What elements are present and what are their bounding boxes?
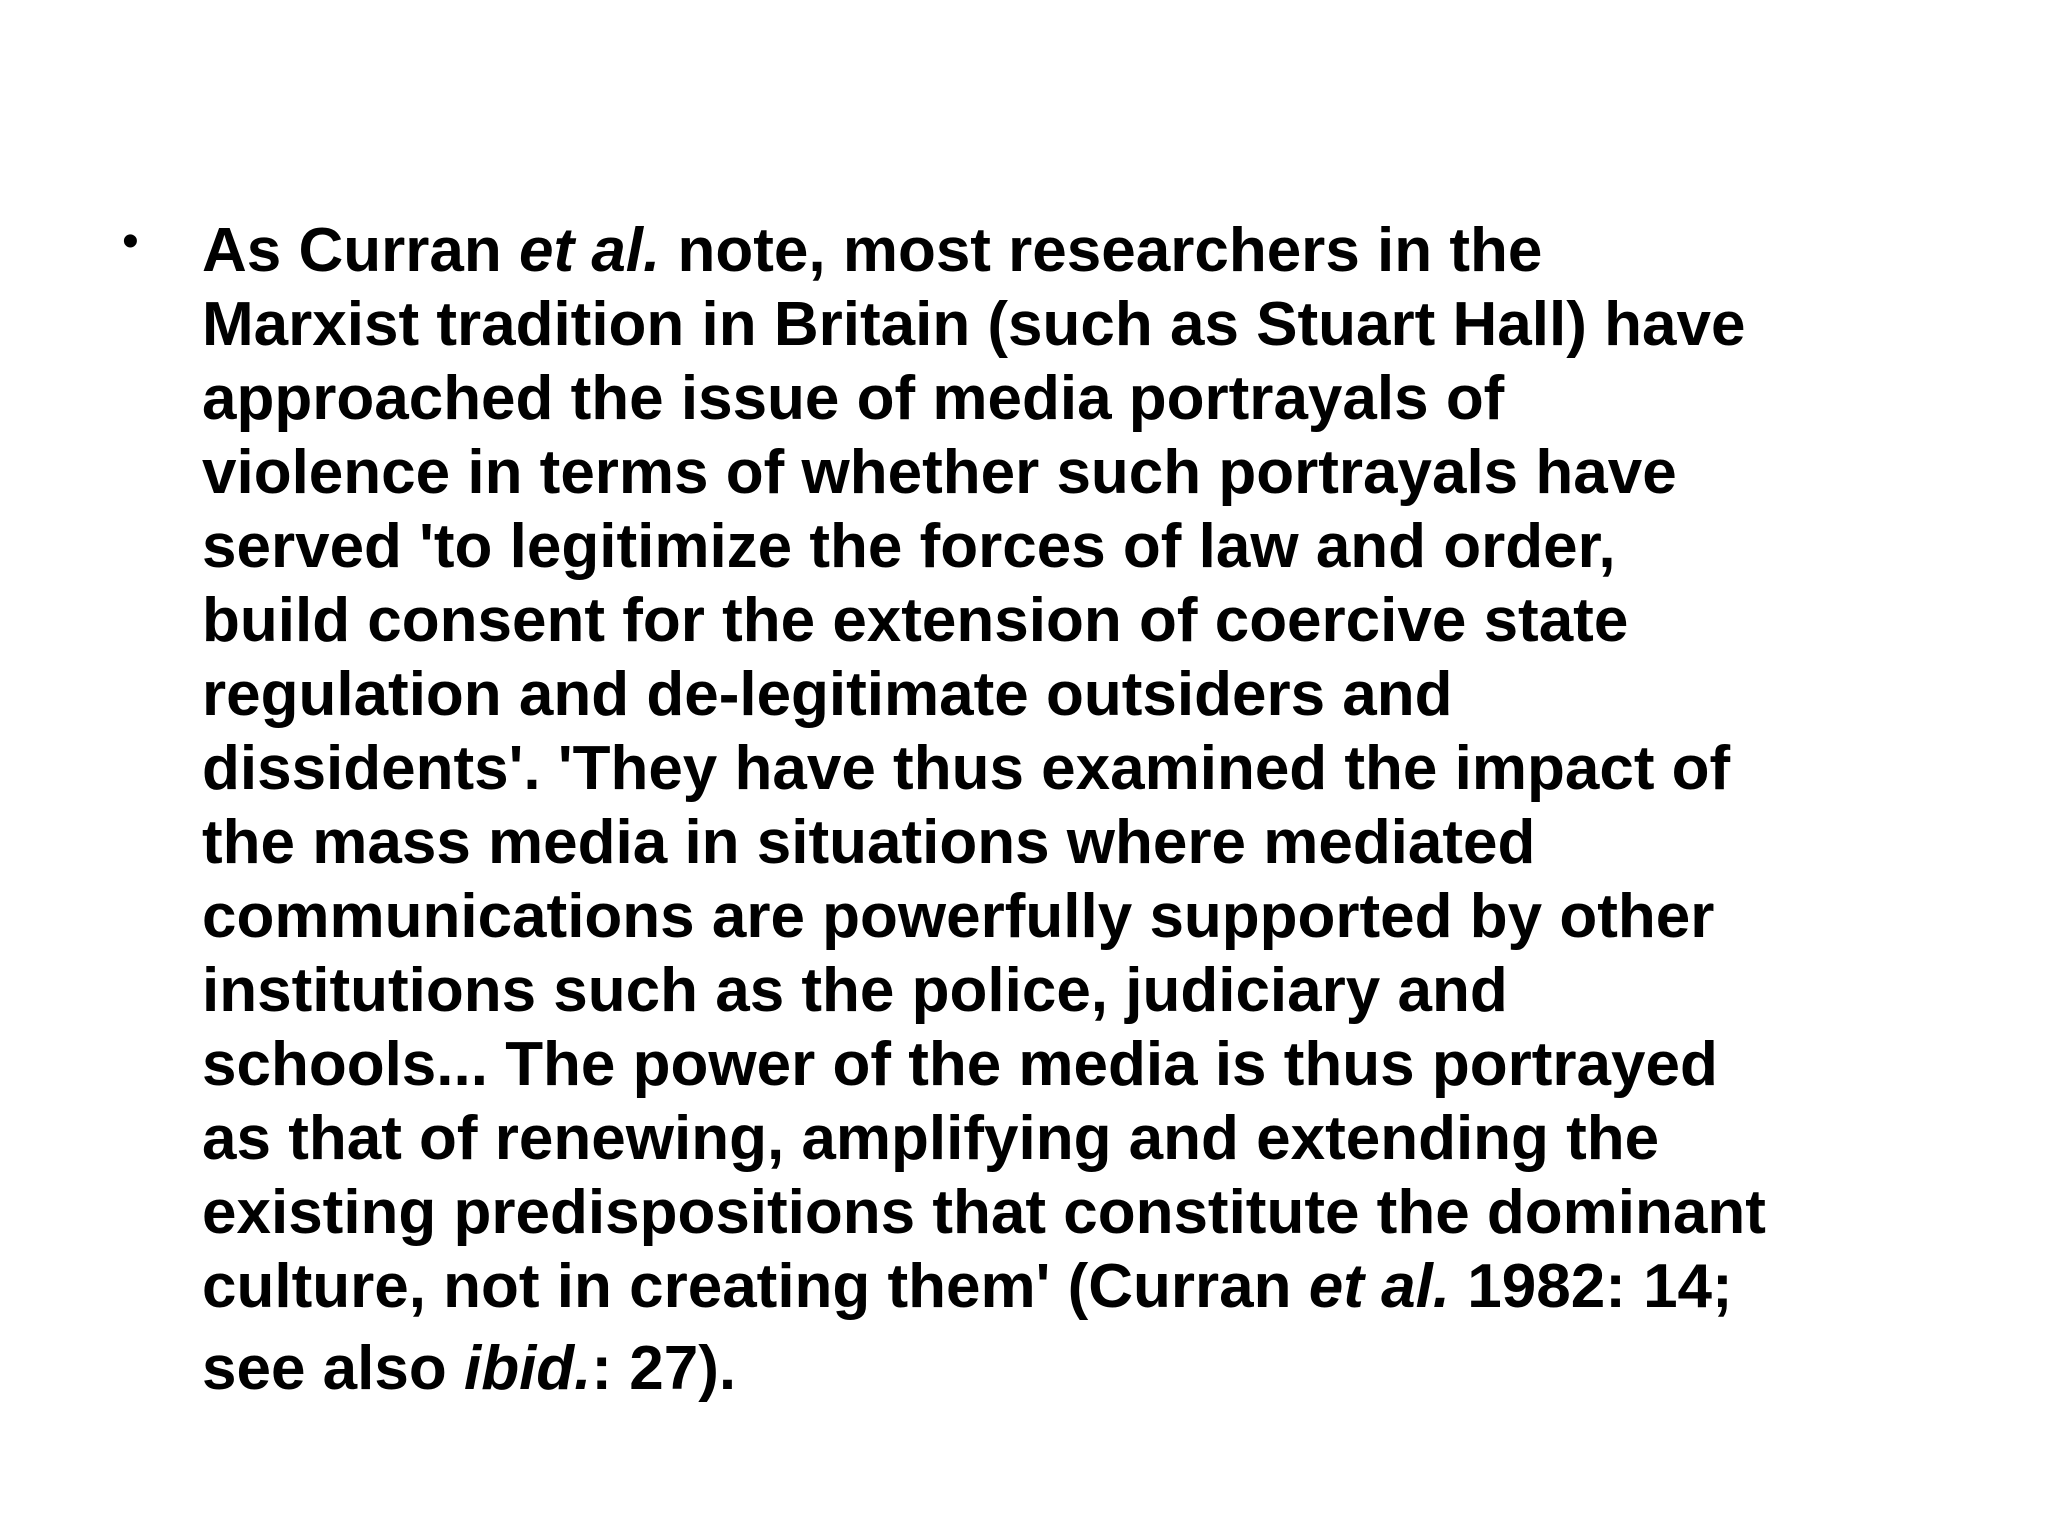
text-run: institutions such as the police, judiciary and	[202, 956, 1508, 1025]
paragraph-line	[202, 1250, 1992, 1324]
paragraph-line	[202, 288, 1992, 362]
text-run: violence in terms of whether such portrayals have	[202, 438, 1677, 507]
paragraph-line	[202, 880, 1992, 954]
bullet-marker: •	[122, 215, 139, 268]
paragraph-line	[202, 436, 1992, 510]
paragraph-line	[202, 954, 1992, 1028]
paragraph-line	[202, 362, 1992, 436]
text-run: approached the issue of media portrayals of	[202, 364, 1505, 433]
text-run: the mass media in situations where mediated	[202, 808, 1536, 877]
paragraph-line	[202, 732, 1992, 806]
paragraph-line	[202, 1176, 1992, 1250]
italic-text: ibid.	[463, 1334, 592, 1403]
italic-text: et al.	[1308, 1252, 1451, 1321]
text-run: dissidents'. 'They have thus examined the impact of	[202, 734, 1731, 803]
paragraph-line	[202, 214, 1992, 288]
quote-paragraph	[202, 214, 1992, 1406]
text-run: : 27).	[591, 1334, 737, 1403]
text-run: build consent for the extension of coercive state	[202, 586, 1629, 655]
text-run: existing predispositions that constitute the dominant	[202, 1178, 1766, 1247]
text-run: Marxist tradition in Britain (such as Stuart Hall) have	[202, 290, 1746, 359]
text-run: as that of renewing, amplifying and extending the	[202, 1104, 1660, 1173]
paragraph-line	[202, 1332, 1992, 1406]
text-run: 1982: 14;	[1450, 1252, 1733, 1321]
paragraph-line	[202, 1028, 1992, 1102]
text-run: note, most researchers in the	[660, 216, 1543, 285]
text-run: culture, not in creating them' (Curran	[202, 1252, 1309, 1321]
text-run: served 'to legitimize the forces of law and order,	[202, 512, 1616, 581]
text-run: As Curran	[202, 216, 519, 285]
italic-text: et al.	[518, 216, 661, 285]
text-run: schools... The power of the media is thus portrayed	[202, 1030, 1718, 1099]
paragraph-line	[202, 806, 1992, 880]
text-run: see also	[202, 1334, 464, 1403]
text-run: regulation and de-legitimate outsiders and	[202, 660, 1453, 729]
paragraph-line	[202, 510, 1992, 584]
text-run: communications are powerfully supported by other	[202, 882, 1715, 951]
paragraph-line	[202, 658, 1992, 732]
paragraph-line	[202, 584, 1992, 658]
paragraph-line	[202, 1102, 1992, 1176]
